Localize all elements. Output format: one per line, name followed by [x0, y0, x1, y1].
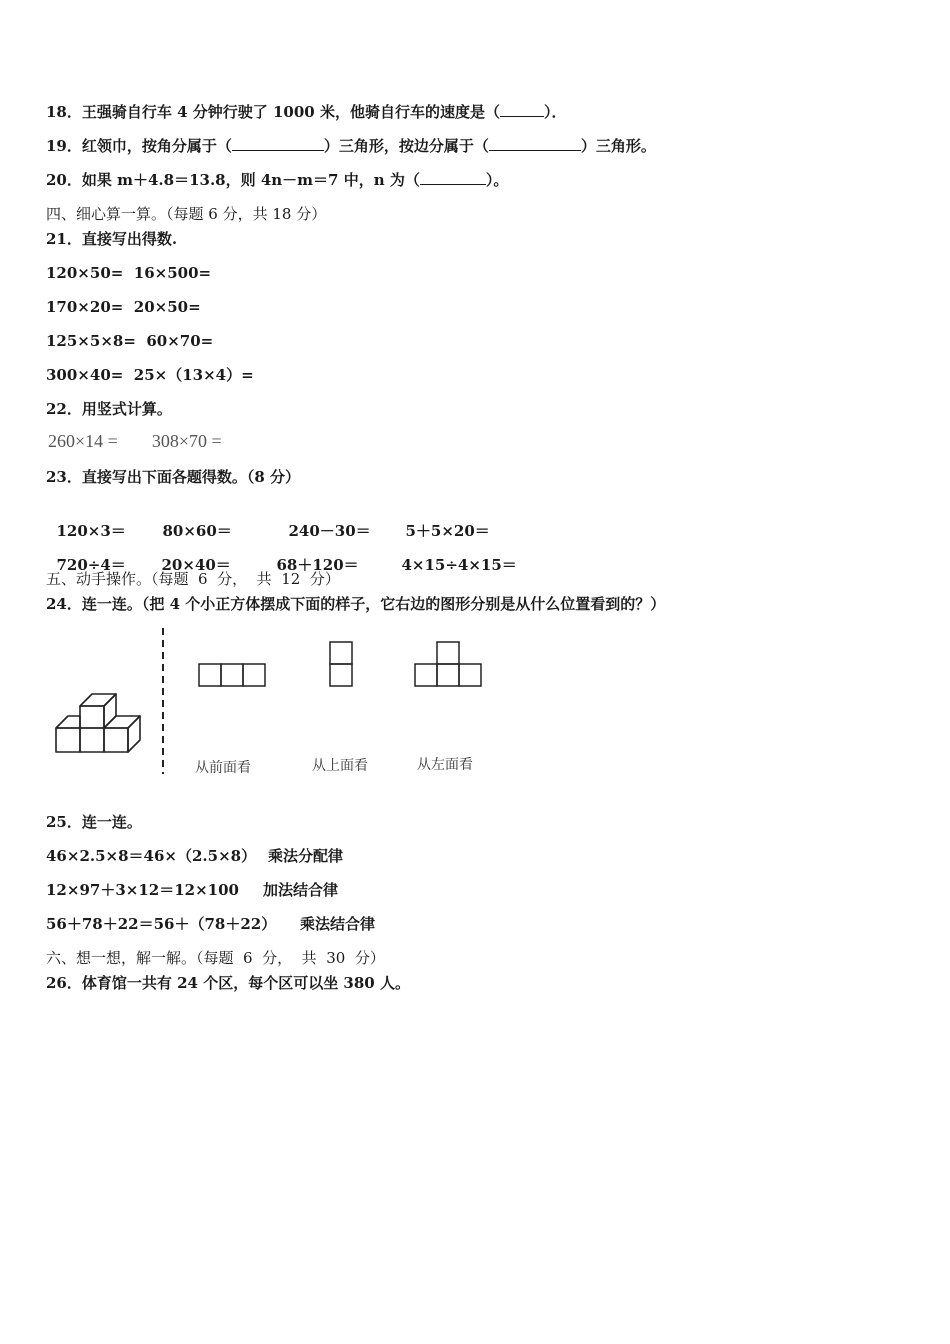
top-view-figure — [327, 640, 355, 688]
q25-row: 12×97＋3×12＝12×100 加法结合律 — [46, 881, 339, 899]
answer-blank — [232, 136, 324, 151]
question-23-title: 23．直接写出下面各题得数。（8 分） — [46, 468, 301, 486]
q23-row: 720÷4＝ 20×40＝ 68＋120＝ 4×15÷4×15＝ — [56, 556, 517, 574]
q21-row: 120×50= 16×500= — [46, 264, 212, 282]
q21-row: 125×5×8= 60×70= — [46, 332, 214, 350]
q23-row: 120×3＝ 80×60＝ 240－30＝ 5＋5×20＝ — [56, 522, 490, 540]
answer-blank — [489, 136, 581, 151]
q25-row: 56＋78＋22＝56＋（78＋22） 乘法结合律 — [46, 915, 376, 933]
section-6-heading: 六、想一想，解一解。（每题 6 分， 共 30 分） — [46, 949, 385, 967]
question-24-title: 24．连一连。（把 4 个小正方体摆成下面的样子，它右边的图形分别是从什么位置看到的？） — [46, 595, 666, 613]
question-25-title: 25．连一连。 — [46, 813, 142, 831]
question-22-title: 22．用竖式计算。 — [46, 400, 172, 418]
question-19: 19．红领巾，按角分属于（ ）三角形，按边分属于（ ）三角形。 — [46, 137, 656, 155]
label-front-view: 从前面看 — [195, 760, 251, 776]
q21-row: 300×40= 25×（13×4）= — [46, 366, 254, 384]
q25-row: 46×2.5×8＝46×（2.5×8） 乘法分配律 — [46, 847, 344, 865]
section-4-heading: 四、细心算一算。（每题 6 分，共 18 分） — [46, 205, 327, 223]
left-view-figure — [413, 640, 483, 688]
dashed-divider — [159, 628, 167, 774]
answer-blank — [500, 102, 544, 117]
label-top-view: 从上面看 — [312, 758, 368, 774]
label-left-view: 从左面看 — [417, 757, 473, 773]
question-21-title: 21．直接写出得数. — [46, 230, 178, 248]
q22-items: 260×14 = 308×70 = — [48, 431, 222, 451]
front-view-figure — [197, 662, 267, 688]
q21-row: 170×20= 20×50= — [46, 298, 201, 316]
answer-blank — [420, 170, 486, 185]
question-18: 18．王强骑自行车 4 分钟行驶了 1000 米，他骑自行车的速度是（ ）． — [46, 103, 567, 121]
cube-arrangement-figure — [48, 680, 152, 760]
question-26: 26．体育馆一共有 24 个区，每个区可以坐 380 人。 — [46, 974, 410, 992]
question-20: 20．如果 m＋4.8＝13.8，则 4n－m＝7 中，n 为（ ）。 — [46, 171, 509, 189]
section-5-heading: 五、动手操作。（每题 6 分， 共 12 分） — [46, 570, 340, 588]
